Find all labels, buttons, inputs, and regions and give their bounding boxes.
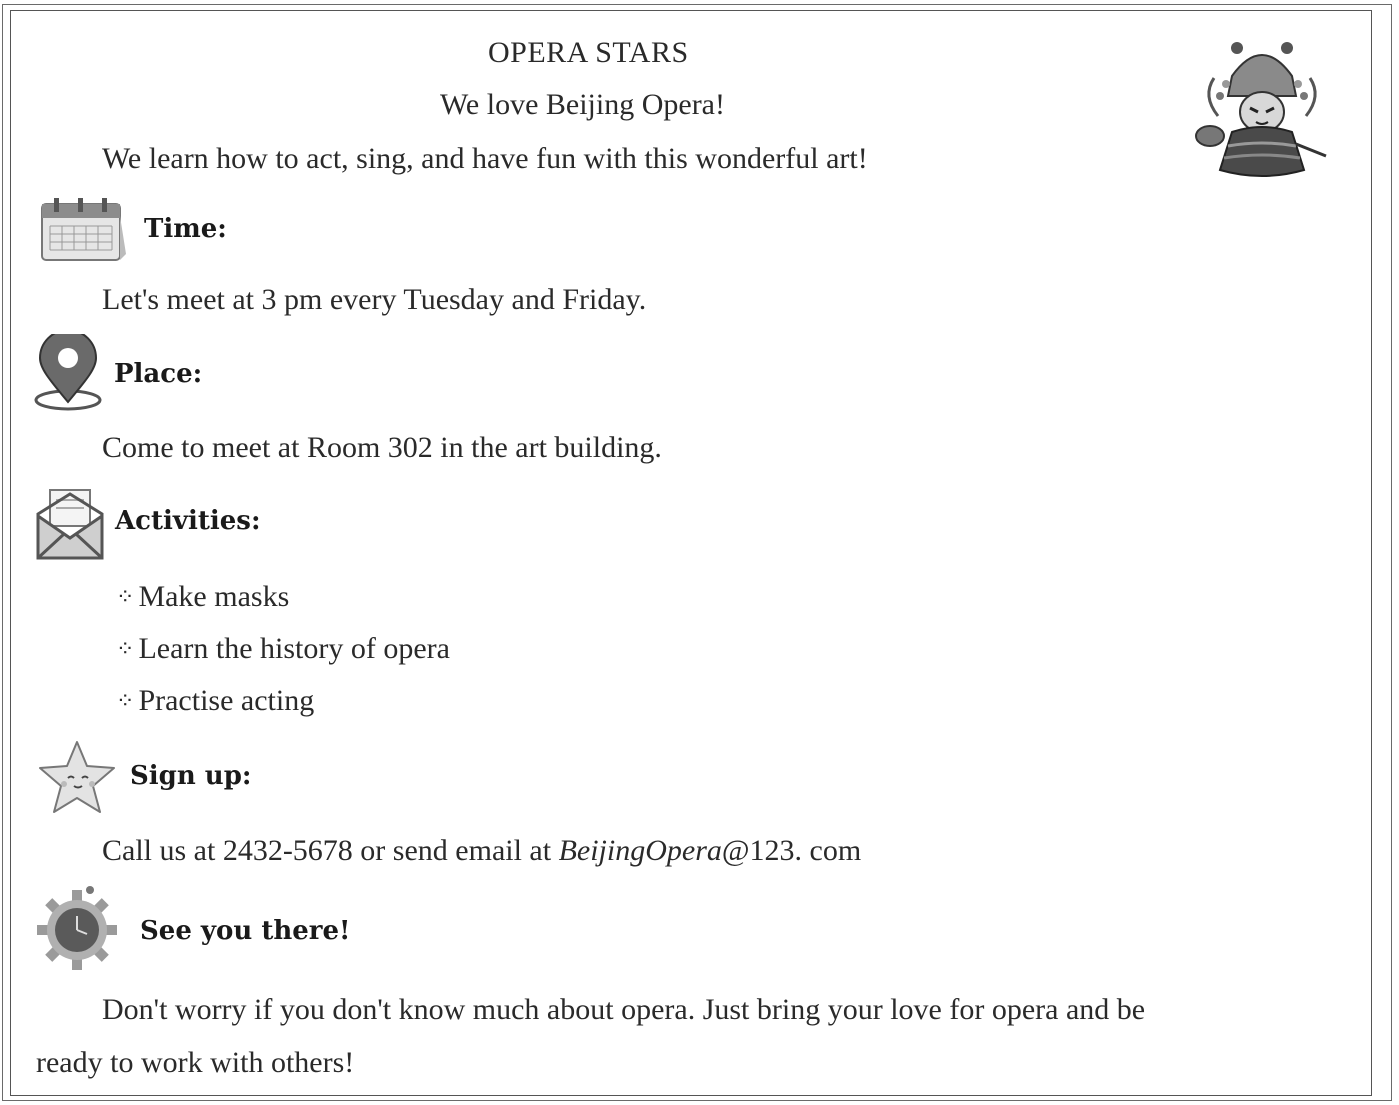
opera-character-icon [1192,36,1332,182]
signup-heading: Sign up: [130,761,252,791]
time-heading: Time: [144,214,227,244]
bullet-mark: ⁘ [116,636,135,661]
star-icon [34,738,120,818]
place-heading: Place: [114,359,203,389]
gear-clock-icon [32,886,122,972]
list-item: ⁘ Practise acting [116,684,315,717]
location-pin-icon [32,334,104,414]
list-item: ⁘ Learn the history of opera [116,632,450,665]
signup-text: Call us at 2432-5678 or send email at BeijingOpera@123. com [102,834,862,867]
page-title: OPERA STARS [488,36,689,69]
place-text: Come to meet at Room 302 in the art building. [102,431,662,464]
page-subtitle: We love Beijing Opera! [440,88,725,121]
envelope-icon [36,486,104,562]
list-item: ⁘ Make masks [116,580,290,613]
time-text: Let's meet at 3 pm every Tuesday and Friday. [102,283,647,316]
closing-heading: See you there! [140,916,351,946]
email-name: BeijingOpera [558,834,722,867]
activities-heading: Activities: [115,506,261,536]
email-domain: @123. com [721,834,862,867]
closing-line-2: ready to work with others! [36,1046,355,1079]
intro-text: We learn how to act, sing, and have fun with this wonderful art! [102,142,868,175]
bullet-mark: ⁘ [116,584,135,609]
closing-line-1: Don't worry if you don't know much about opera. Just bring your love for opera and be [102,993,1146,1026]
bullet-mark: ⁘ [116,688,135,713]
calendar-icon [40,196,128,262]
